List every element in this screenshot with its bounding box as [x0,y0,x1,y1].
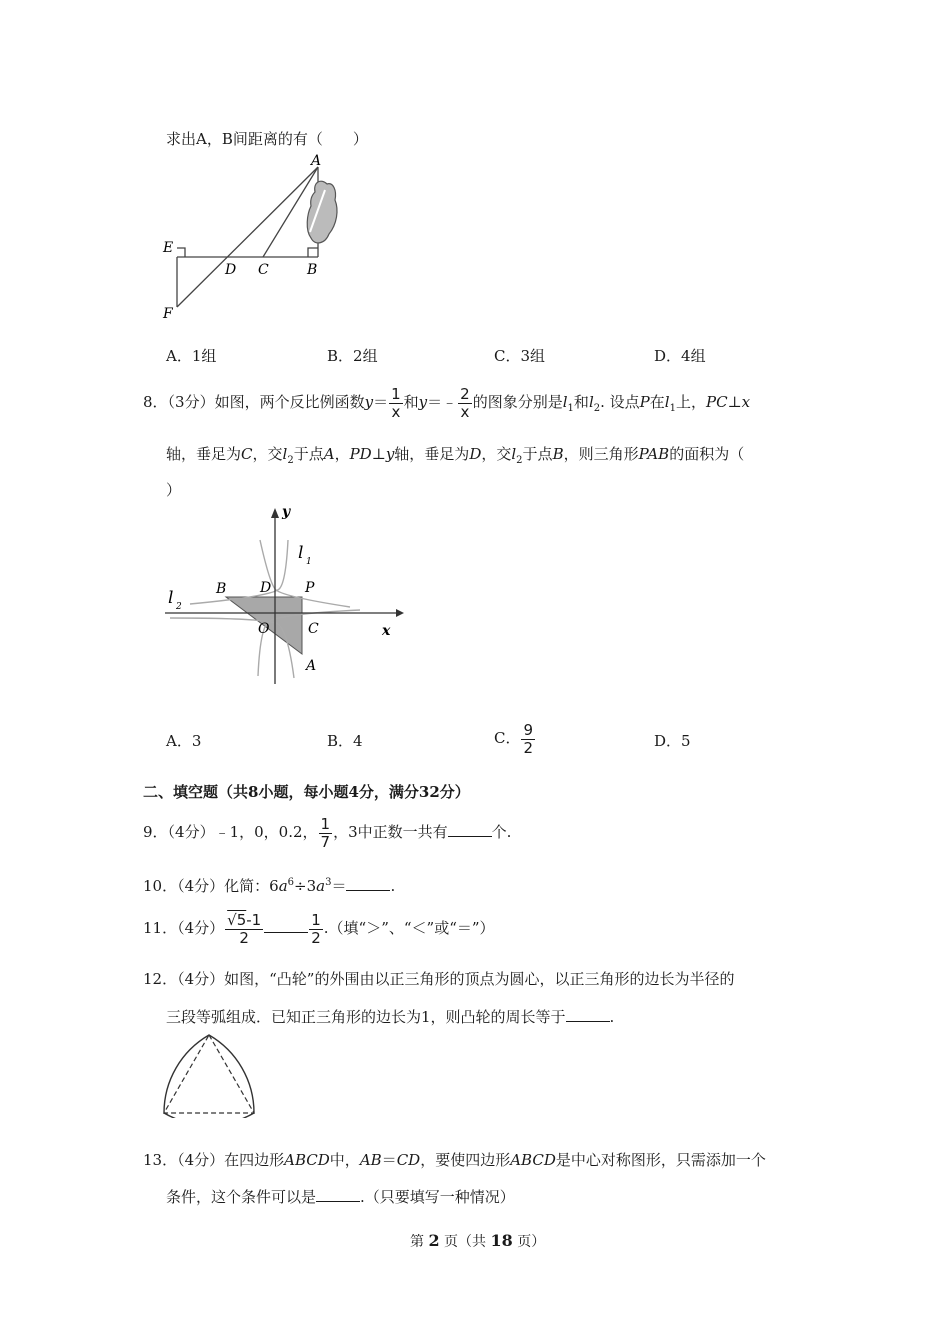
q13-line2: 条件，这个条件可以是 .（只要填写一种情况） [166,1188,515,1206]
label-B: B [216,581,227,597]
label-O: O [258,621,270,637]
label-l1-sub: 1 [306,557,312,567]
axis-y-label: y [282,504,291,520]
fraction-1-over-7: $\frac{1}{7}$ [320,815,331,851]
q7-option-d: D．4组 [654,347,706,365]
page-footer: 第 2 页（共 18 页） [410,1231,546,1250]
label-l2: l [168,588,174,608]
pond-shape [307,181,337,243]
label-A: A [306,658,317,674]
fraction-2-over-x: $\frac{2}{x}$ [460,385,470,421]
q8-line1: 8．（3分）如图，两个反比例函数y＝ $\frac{1}{x}$ 和y＝﹣ $\frac{2}{x}$ 的图象分别是$l_1$和$l_2$. 设点P在$l_1$上，PC⊥x [143,385,751,421]
q10: 10．（4分）化简：$6a^6\div 3a^3=$ . [143,877,396,895]
q9: 9．（4分）﹣1，0，0.2， $\frac{1}{7}$ ，3中正数一共有 个. [143,815,512,851]
sqrt5: √5 [227,911,247,929]
q7-option-b: B．2组 [327,347,378,365]
q12-line2: 三段等弧组成．已知正三角形的边长为1，则凸轮的周长等于 . [166,1008,615,1026]
page-number: 2 [428,1231,440,1250]
q8-option-c: C． $\frac{9}{2}$ [494,721,534,757]
q7-option-c: C．3组 [494,347,546,365]
axis-x-label: x [382,623,391,639]
q8-figure [160,500,410,690]
answer-blank[interactable] [264,918,308,933]
label-C: C [258,262,269,278]
q8-line2: 轴，垂足为C，交$l_2$于点A，PD⊥y轴，垂足为D，交$l_2$于点B，则三角形PAB的面积为（ [166,445,745,466]
fraction-9-over-2: $\frac{9}{2}$ [523,721,534,757]
q7-option-a: A．1组 [166,347,217,365]
label-E: E [163,240,174,256]
q12-figure [160,1032,258,1118]
fraction-sqrt5-minus-1-over-2: $\frac{√5-1}{2}$ [227,911,262,947]
equilateral-triangle [164,1035,254,1113]
label-D: D [225,262,237,278]
answer-blank[interactable] [316,1187,360,1202]
total-pages: 18 [490,1231,513,1250]
label-F: F [163,306,173,322]
q12-line1: 12．（4分）如图，“凸轮”的外围由以正三角形的顶点为圆心，以正三角形的边长为半径的 [143,970,735,988]
label-l1: l [298,543,304,563]
q11: 11．（4分） $\frac{√5-1}{2}$ $\frac{1}{2}$ .（填“＞”、“＜”或“＝”） [143,911,495,947]
fraction-1-over-2: $\frac{1}{2}$ [311,911,321,947]
answer-blank[interactable] [346,876,390,891]
q8-line3: ） [166,481,182,499]
section-heading: 二、填空题（共8小题，每小题4分，满分32分） [143,783,470,801]
q8-option-a: A．3 [166,732,202,750]
reuleaux-triangle [164,1035,254,1118]
q7-tail: 求出A，B间距离的有（ ） [166,130,368,148]
label-D: D [260,580,272,596]
label-B: B [307,262,318,278]
answer-blank[interactable] [566,1007,610,1022]
q13-line1: 13．（4分）在四边形ABCD中，AB＝CD，要使四边形ABCD是中心对称图形，只需添加一个 [143,1151,766,1169]
answer-blank[interactable] [448,822,492,837]
q8-option-b: B．4 [327,732,363,750]
label-P: P [305,580,315,596]
label-l2-sub: 2 [176,602,182,612]
q8-option-d: D．5 [654,732,691,750]
label-A: A [311,153,322,169]
fraction-1-over-x: $\frac{1}{x}$ [391,385,401,421]
label-C: C [308,621,319,637]
q7-figure [155,152,355,324]
